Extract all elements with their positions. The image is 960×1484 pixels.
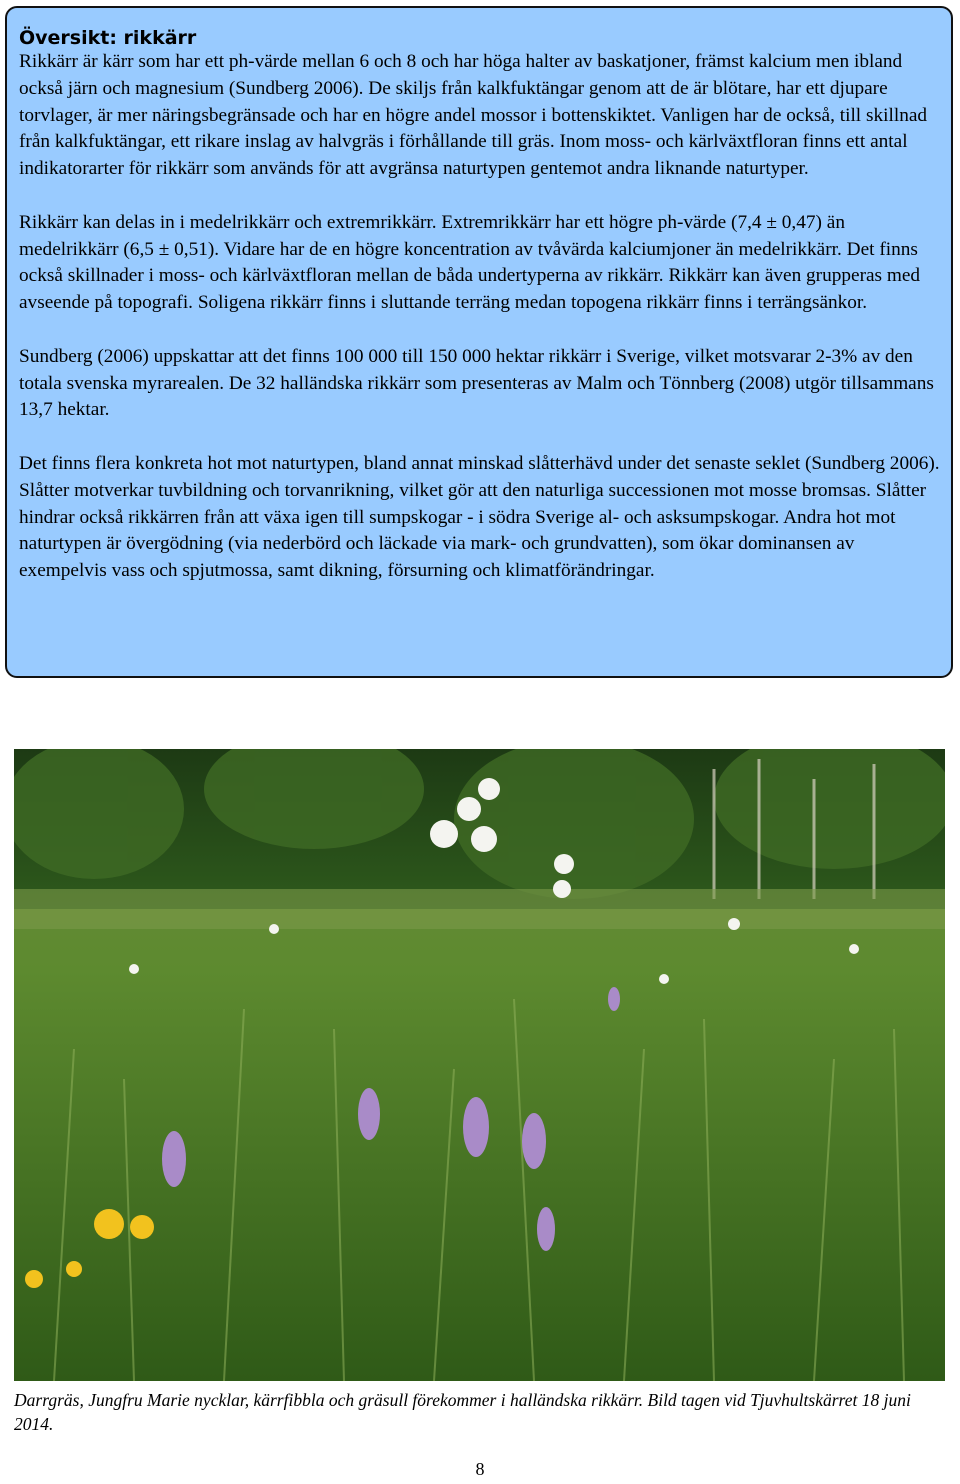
meadow-photo-illustration [14,749,945,1381]
overview-paragraph-4: Det finns flera konkreta hot mot naturtypen, bland annat minskad slåtterhävd under det senaste seklet (Sundberg 2006). Slåtter motverkar tuvbildning och torvanrikning, vilket gör att den naturliga successionen mot mosse bromsas. Slåtter hindrar också rikkärren från att växa igen till sumpskogar - i södra Sverige al- och asksumpskogar. Andra hot mot naturtypen är övergödning (via nederbörd och läckade via mark- och grundvatten), som ökar dominansen av exempelvis vass och spjutmossa, samt dikning, försurning och klimatförändringar. [19,452,940,582]
overview-paragraph-2: Rikkärr kan delas in i medelrikkärr och extremrikkärr. Extremrikkärr har ett högre ph-värde (7,4 ± 0,47) än medelrikkärr (6,5 ± 0,51). Vidare har de en högre koncentration av tvåvärda kalciumjoner än medelrikkärr. Det finns också skillnader i moss- och kärlväxtfloran mellan de båda undertyperna av rikkärr. Rikkärr kan även grupperas med avseende på topografi. Soligena rikkärr finns i sluttande terräng medan topogena rikkärr finns i terrängsänkor. [19,211,921,314]
page-number: 8 [475,1459,485,1479]
overview-paragraph-1: Rikkärr är kärr som har ett ph-värde mellan 6 och 8 och har höga halter av baskatjoner, främst kalcium men ibland också järn och magnesium (Sundberg 2006). De skiljs från kalkfuktängar genom att de är blötare, har ett djupare torvlager, är mer näringsbegränsade och har en högre andel mossor i bottenskiktet. Vanligen har de också, till skillnad från kalkfuktängar, ett rikare inslag av halvgräs i förhållande till gräs. Inom moss- och kärlväxtfloran finns ett antal indikatorarter för rikkärr som används för att avgränsa naturtypen gentemot andra liknande naturtyper. [19,51,928,180]
meadow-photo [14,749,945,1381]
overview-paragraph-3: Sundberg (2006) uppskattar att det finns 100 000 till 150 000 hektar rikkärr i Sverige, vilket motsvarar 2-3% av den totala svenska myrarealen. De 32 halländska rikkärr som presenteras av Malm och Tönnberg (2008) utgör tillsammans 13,7 hektar. [19,345,934,421]
photo-caption: Darrgräs, Jungfru Marie nycklar, kärrfibbla och gräsull förekommer i halländska rikkärr. Bild tagen vid Tjuvhultskärret 18 juni 2014. [14,1390,911,1434]
overview-title: Översikt: rikkärr [19,27,197,49]
overview-box [5,6,953,678]
